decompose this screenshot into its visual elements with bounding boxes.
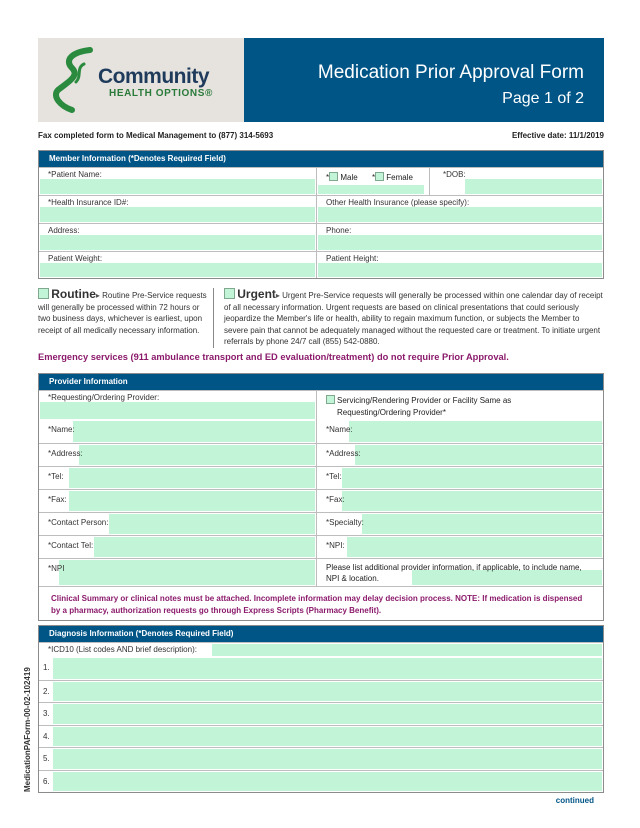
icd-field[interactable]: [212, 644, 602, 656]
diagnosis-line: [39, 657, 603, 680]
page-number: Page 1 of 2: [502, 90, 584, 107]
female-label: Female: [386, 173, 413, 182]
provider-section: [38, 373, 604, 621]
provider-row: [39, 512, 603, 535]
urgent-arrow-icon: ▸: [275, 291, 283, 300]
additional-provider-label: Please list additional provider information, if applicable, to include name, NPI & location.: [326, 563, 582, 583]
member-row-4: [39, 251, 603, 278]
provider-left-label: *Contact Tel:: [48, 541, 94, 550]
routine-arrow-icon: ▸: [95, 291, 103, 300]
provider-left-field[interactable]: [79, 445, 315, 465]
provider-row: [39, 489, 603, 512]
provider-right-label: *Address:: [326, 449, 361, 458]
routine-text: requests will generally be processed within 72 hours or two business days, whichever is earliest, upon receipt of all medically necessary information.: [38, 291, 207, 335]
diagnosis-line: [39, 747, 603, 770]
provider-left-label: *Contact Person:: [48, 518, 109, 527]
other-insurance-label: Other Health Insurance (please specify):: [326, 198, 470, 207]
provider-row: [39, 558, 603, 586]
form-title: Medication Prior Approval Form: [317, 62, 584, 83]
diagnosis-line-number: 1.: [43, 663, 50, 672]
urgent-text: Urgent Pre-Service requests will generally be processed within one calendar day of receipt of all necessary information. Urgent requests are based on clinical presentations that could seriously jeopardize the Member's life or health, ability to regain maximum function, or subjects the Member to severe pain that cannot be adequately managed without the requested care or treatment. To initiate urgent referrals by phone 24/7 call (855) 542-0880.: [224, 291, 603, 346]
provider-left-label: *Fax:: [48, 495, 67, 504]
dob-field[interactable]: [465, 179, 602, 194]
provider-left-label: *Tel:: [48, 472, 64, 481]
weight-field[interactable]: [40, 263, 315, 277]
fax-line: [38, 131, 604, 140]
urgent-checkbox[interactable]: [224, 288, 235, 299]
provider-row-0: [39, 390, 603, 420]
provider-heading: Provider Information: [39, 374, 603, 390]
provider-left-field[interactable]: [94, 537, 315, 557]
provider-row: [39, 443, 603, 466]
effective-date: Effective date: 11/1/2019: [511, 131, 604, 140]
logo-name: Community: [98, 65, 209, 88]
diagnosis-line-field[interactable]: [53, 658, 602, 679]
diagnosis-line-field[interactable]: [53, 704, 602, 724]
patient-name-label: *Patient Name:: [48, 170, 102, 179]
diagnosis-line-number: 4.: [43, 731, 50, 741]
phone-field[interactable]: [318, 235, 602, 250]
provider-right-field[interactable]: [347, 537, 602, 557]
diagnosis-line-number: 6.: [43, 776, 50, 786]
height-field[interactable]: [318, 263, 602, 277]
requesting-provider-label: *Requesting/Ordering Provider:: [48, 393, 160, 402]
diagnosis-line: [39, 702, 603, 725]
routine-block: [38, 288, 214, 348]
male-label: Male: [340, 173, 358, 182]
continued-label: continued: [555, 796, 594, 805]
routine-lead: Routine Pre-Service: [102, 291, 174, 300]
insurance-id-field[interactable]: [40, 207, 315, 222]
weight-label: Patient Weight:: [48, 254, 103, 263]
same-as-checkbox[interactable]: [326, 395, 335, 404]
provider-right-field[interactable]: [342, 468, 602, 488]
logo-subtitle: HEALTH OPTIONS®: [109, 88, 213, 99]
routine-label: Routine: [51, 287, 96, 301]
diagnosis-line: [39, 770, 603, 793]
urgent-block: [214, 288, 604, 348]
other-insurance-field[interactable]: [318, 207, 602, 222]
form-code: MedicationPAForm-00-02-102419: [23, 667, 32, 792]
provider-right-label: *NPI:: [326, 541, 345, 550]
diagnosis-lines: [39, 657, 603, 792]
icd-row: [39, 642, 603, 657]
provider-left-field[interactable]: [109, 514, 315, 534]
address-label: Address:: [48, 226, 80, 235]
gender-options: * Male * Female: [326, 173, 413, 182]
male-checkbox[interactable]: [329, 172, 338, 181]
diagnosis-line-number: 3.: [43, 709, 50, 718]
member-heading: Member Information (*Denotes Required Field): [39, 151, 603, 167]
member-row-1: [39, 167, 603, 195]
emergency-notice: Emergency services (911 ambulance transport and ED evaluation/treatment) do not require Prior Approval.: [38, 352, 509, 362]
female-checkbox[interactable]: [375, 172, 384, 181]
routine-checkbox[interactable]: [38, 288, 49, 299]
provider-left-label: *Name:: [48, 425, 75, 434]
member-row-2: [39, 195, 603, 223]
same-as-label: Servicing/Rendering Provider or Facility Same as Requesting/Ordering Provider*: [337, 396, 512, 417]
diagnosis-line-field[interactable]: [53, 772, 602, 792]
logo: [38, 38, 244, 122]
height-label: Patient Height:: [326, 254, 379, 263]
provider-left-label: *Address:: [48, 449, 83, 458]
provider-right-label: *Name:: [326, 425, 353, 434]
member-row-3: [39, 223, 603, 251]
address-field[interactable]: [40, 235, 315, 250]
provider-right-field[interactable]: [342, 491, 602, 511]
phone-label: Phone:: [326, 226, 352, 235]
provider-right-label: *Specialty:: [326, 518, 364, 527]
title-banner: [244, 38, 604, 122]
provider-right-field[interactable]: [362, 514, 602, 534]
form-header: [38, 38, 604, 122]
diagnosis-section: [38, 625, 604, 793]
icd-label: *ICD10 (List codes AND brief description):: [48, 645, 197, 654]
urgent-label: Urgent: [237, 287, 276, 301]
patient-name-field[interactable]: [40, 179, 315, 194]
dob-label: *DOB:: [443, 170, 466, 179]
gender-field: [318, 185, 424, 194]
provider-right-field[interactable]: [355, 445, 602, 465]
provider-left-field[interactable]: [73, 421, 315, 442]
priority-section: [38, 288, 604, 348]
provider-right-label: *Tel:: [326, 472, 342, 481]
insurance-id-label: *Health Insurance ID#:: [48, 198, 129, 207]
diagnosis-line-field[interactable]: [53, 682, 602, 702]
provider-rows: [39, 420, 603, 586]
diagnosis-line-number: 5.: [43, 754, 50, 763]
provider-right-field[interactable]: [349, 421, 602, 442]
requesting-provider-field[interactable]: [40, 402, 315, 419]
diagnosis-line-number: 2.: [43, 686, 50, 696]
provider-left-field[interactable]: [59, 560, 315, 585]
diagnosis-line: [39, 680, 603, 703]
diagnosis-line-field[interactable]: [53, 727, 602, 747]
provider-row: [39, 535, 603, 558]
provider-right-label: *Fax:: [326, 495, 345, 504]
provider-row: [39, 420, 603, 443]
fax-instructions: Fax completed form to Medical Management to (877) 314-5693: [38, 131, 274, 140]
member-section: [38, 150, 604, 279]
provider-left-field[interactable]: [69, 468, 315, 488]
diagnosis-line-field[interactable]: [53, 749, 602, 769]
diagnosis-heading: Diagnosis Information (*Denotes Required Field): [39, 626, 603, 642]
provider-row: [39, 466, 603, 489]
provider-left-label: *NPI: [48, 564, 65, 573]
provider-left-field[interactable]: [69, 491, 315, 511]
clinical-note: Clinical Summary or clinical notes must be attached. Incomplete information may delay decision process. NOTE: If medication is dispensed by a pharmacy, authorization requests go through Express Scripts (Pharmacy Benefit).: [39, 586, 603, 620]
diagnosis-line: [39, 725, 603, 748]
